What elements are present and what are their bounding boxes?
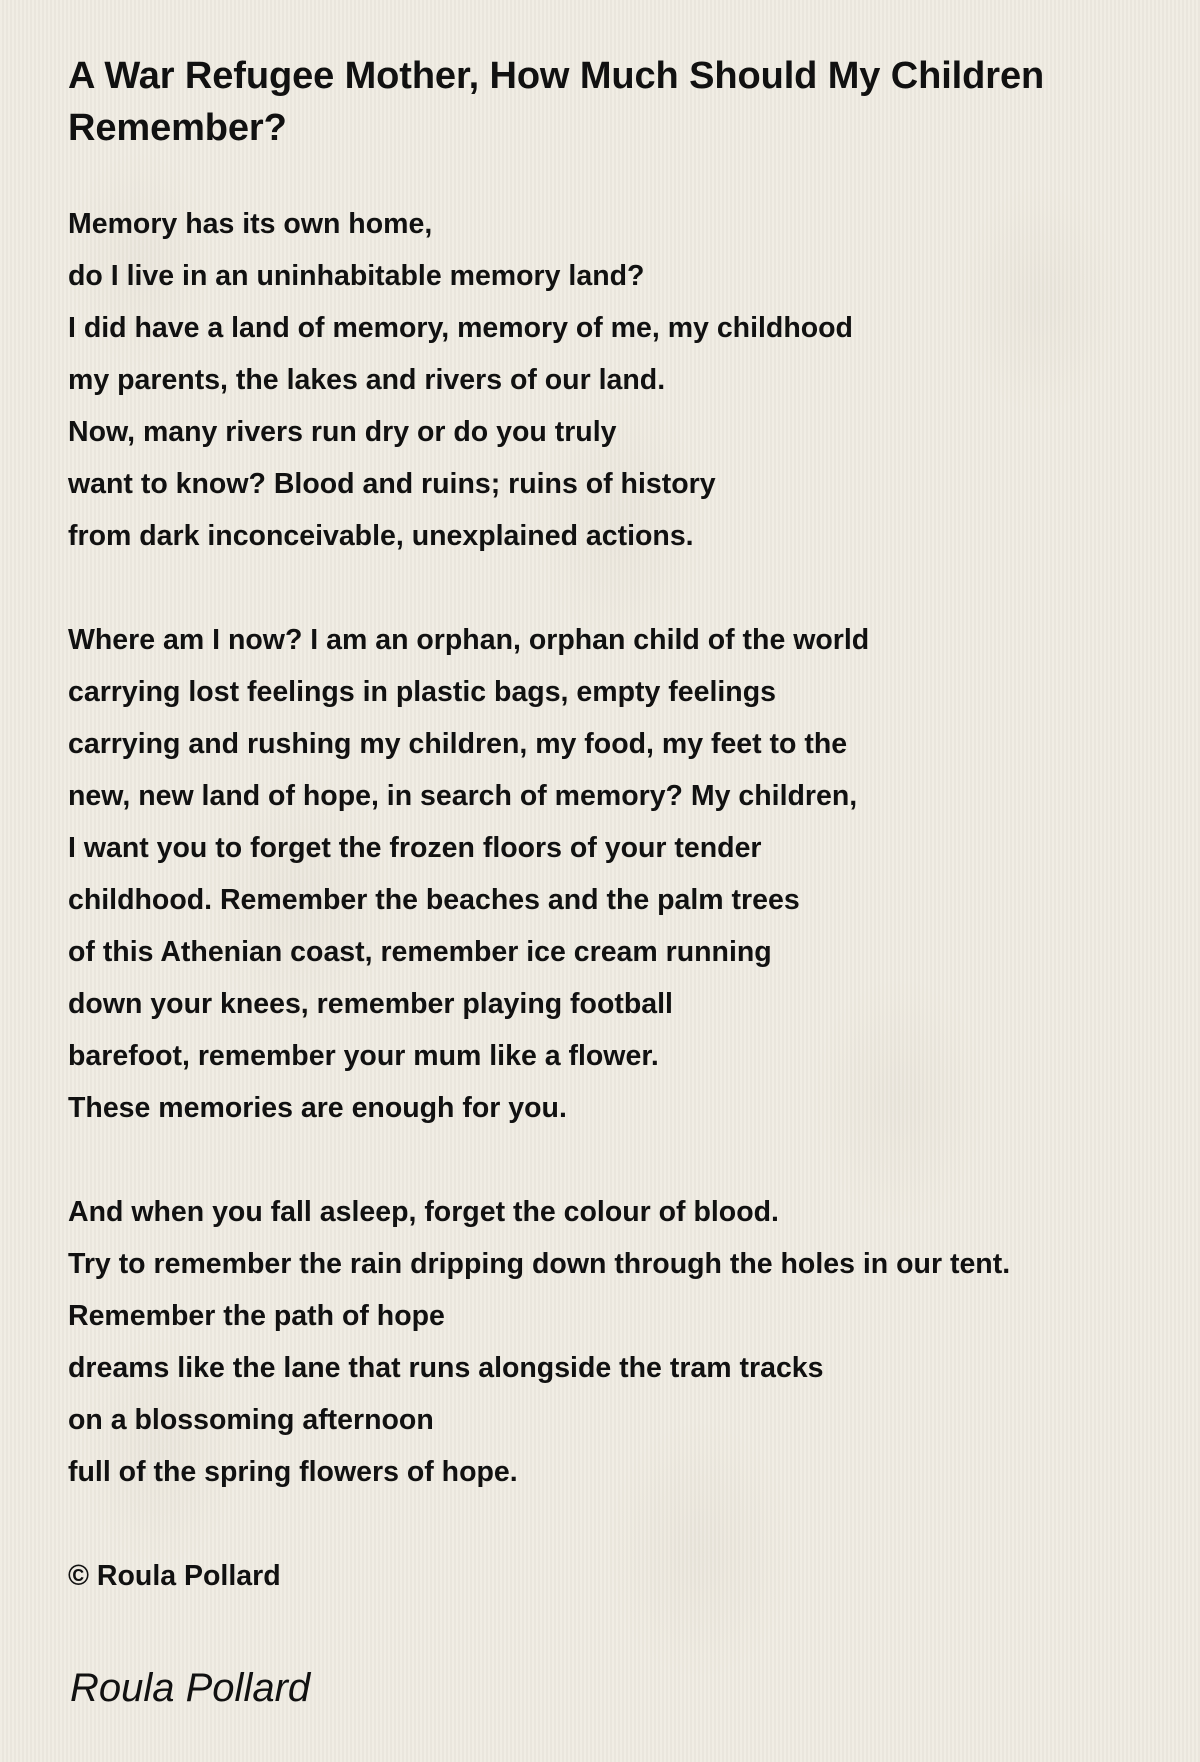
poem-line: Memory has its own home,	[68, 208, 433, 240]
poem-line: want to know? Blood and ruins; ruins of history	[68, 468, 716, 500]
poem-page	[68, 0, 1188, 1602]
poem-line: from dark inconceivable, unexplained actions.	[68, 520, 694, 552]
copyright-notice: © Roula Pollard	[68, 1560, 281, 1592]
poem-line: down your knees, remember playing football	[68, 988, 673, 1020]
poem-line: of this Athenian coast, remember ice cream running	[68, 936, 772, 968]
poem-line: on a blossoming afternoon	[68, 1404, 434, 1436]
poem-line: full of the spring flowers of hope.	[68, 1456, 518, 1488]
poem-line: Remember the path of hope	[68, 1300, 445, 1332]
poem-line: Now, many rivers run dry or do you truly	[68, 416, 617, 448]
poem-line: carrying lost feelings in plastic bags, empty feelings	[68, 676, 776, 708]
poem-line: Try to remember the rain dripping down through the holes in our tent.	[68, 1248, 1011, 1280]
poem-line: These memories are enough for you.	[68, 1092, 567, 1124]
poem-title: A War Refugee Mother, How Much Should My Children Remember?	[68, 55, 1045, 149]
author-signature: Roula Pollard	[70, 1666, 311, 1710]
poem-line: I did have a land of memory, memory of me, my childhood	[68, 312, 853, 344]
poem-line: carrying and rushing my children, my food, my feet to the	[68, 728, 848, 760]
poem-body	[68, 198, 1188, 1602]
poem-line: childhood. Remember the beaches and the palm trees	[68, 884, 800, 916]
poem-line: And when you fall asleep, forget the colour of blood.	[68, 1196, 779, 1228]
poem-line: my parents, the lakes and rivers of our land.	[68, 364, 666, 396]
stanza-3	[68, 1186, 1188, 1498]
poem-line: do I live in an uninhabitable memory land?	[68, 260, 645, 292]
poem-line: new, new land of hope, in search of memory? My children,	[68, 780, 858, 812]
poem-line: Where am I now? I am an orphan, orphan child of the world	[68, 624, 870, 656]
poem-line: dreams like the lane that runs alongside the tram tracks	[68, 1352, 824, 1384]
stanza-2	[68, 614, 1188, 1134]
poem-line: barefoot, remember your mum like a flower.	[68, 1040, 659, 1072]
stanza-1	[68, 198, 1188, 562]
poem-line: I want you to forget the frozen floors of your tender	[68, 832, 762, 864]
